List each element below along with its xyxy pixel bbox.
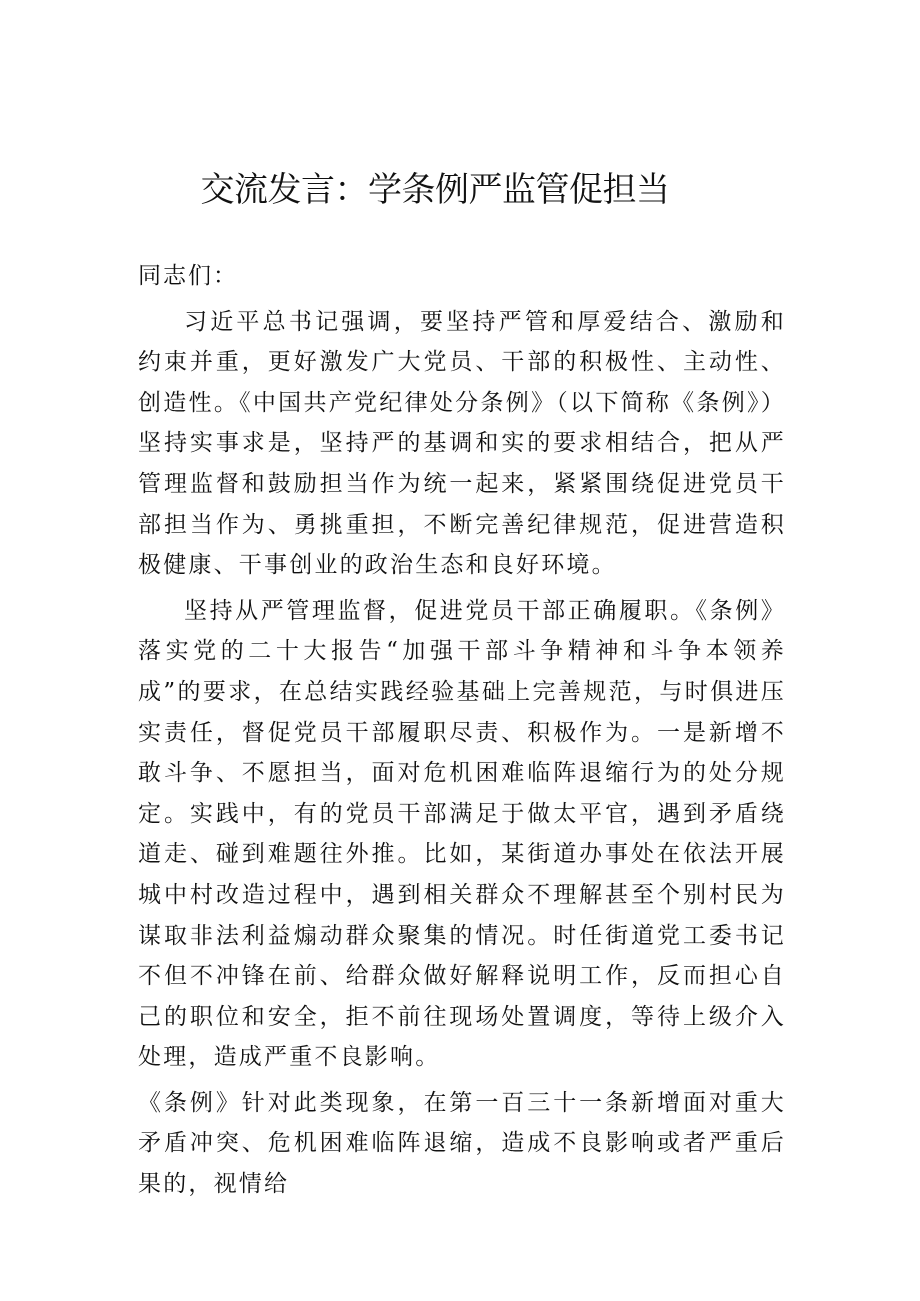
paragraph-2: 坚持从严管理监督，促进党员干部正确履职。《条例》落实党的二十大报告“加强干部斗争精神和斗争本领养成”的要求，在总结实践经验基础上完善规范，与时俱进压实责任，督促党员干部履职尽责、积极作为。一是新增不敢斗争、不愿担当，面对危机困难临阵退缩行为的处分规定。实践中，有的党员干部满足于做太平官，遇到矛盾绕道走、碰到难题往外推。比如，某街道办事处在依法开展城中村改造过程中，遇到相关群众不理解甚至个别村民为谋取非法利益煽动群众聚集的情况。时任街道党工委书记不但不冲锋在前、给群众做好解释说明工作，反而担心自己的职位和安全，拒不前往现场处置调度，等待上级介入处理，造成严重不良影响。 bbox=[138, 597, 786, 1071]
paragraph-3: 《条例》针对此类现象，在第一百三十一条新增面对重大矛盾冲突、危机困难临阵退缩，造成不良影响或者严重后果的，视情给 bbox=[138, 1089, 786, 1198]
greeting: 同志们： bbox=[138, 263, 238, 289]
document-title: 交流发言：学条例严监管促担当 bbox=[200, 170, 670, 210]
document-body bbox=[138, 256, 786, 1205]
paragraph-1: 习近平总书记强调，要坚持严管和厚爱结合、激励和约束并重，更好激发广大党员、干部的积极性、主动性、创造性。《中国共产党纪律处分条例》（以下简称《条例》）坚持实事求是，坚持严的基调和实的要求相结合，把从严管理监督和鼓励担当作为统一起来，紧紧围绕促进党员干部担当作为、勇挑重担，不断完善纪律规范，促进营造积极健康、干事创业的政治生态和良好环境。 bbox=[138, 308, 786, 579]
